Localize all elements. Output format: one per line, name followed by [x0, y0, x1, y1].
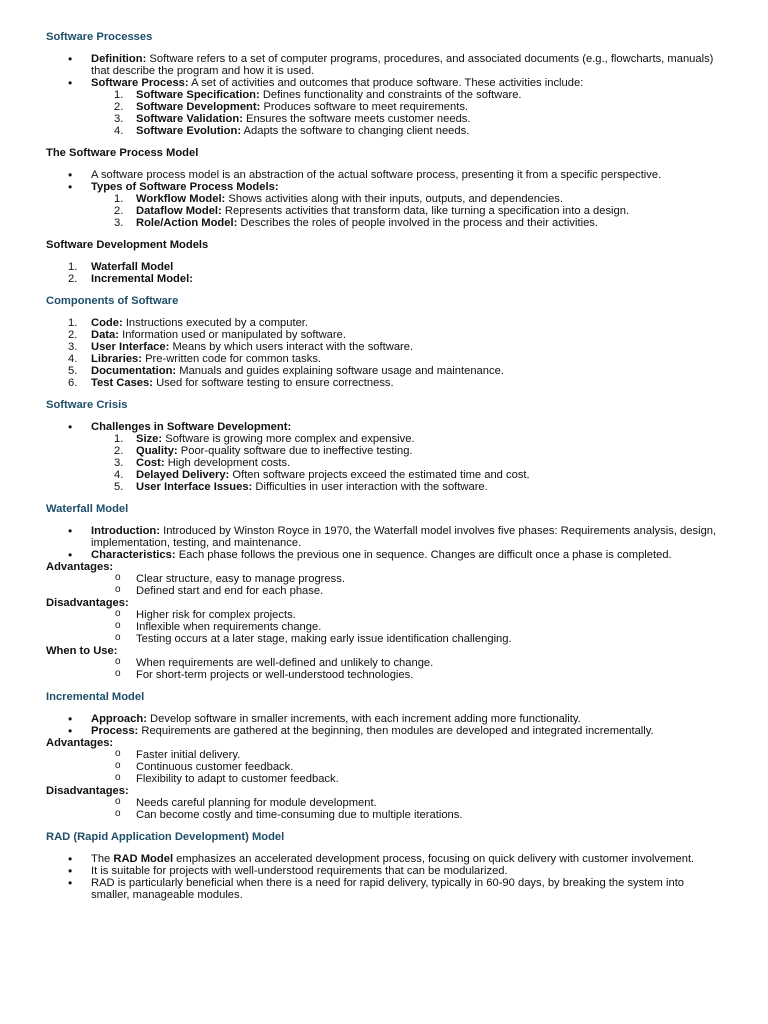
development-models-list	[46, 261, 722, 285]
list-item: • Software Process: A set of activities and outcomes that produce software. These activities include:	[46, 77, 722, 89]
heading-rad-model: RAD (Rapid Application Development) Model	[46, 831, 285, 843]
list-item: 4. Delayed Delivery: Often software projects exceed the estimated time and cost.	[114, 469, 530, 481]
list-item: 3. Role/Action Model: Describes the roles of people involved in the process and their activities.	[114, 217, 598, 229]
heading-waterfall-model: Waterfall Model	[46, 503, 129, 515]
list-item: 3. Software Validation: Ensures the software meets customer needs.	[114, 113, 471, 125]
heading-software-development-models: Software Development Models	[46, 239, 209, 251]
heading-incremental-model: Incremental Model	[46, 691, 145, 703]
components-list	[46, 317, 722, 389]
list-item: 2. Dataflow Model: Represents activities that transform data, like turning a specification into a design.	[114, 205, 630, 217]
list-item: 1. Workflow Model: Shows activities along with their inputs, outputs, and dependencies.	[114, 193, 563, 205]
list-item: o Continuous customer feedback.	[46, 761, 722, 773]
list-item: o Inflexible when requirements change.	[46, 621, 722, 633]
list-item: o Needs careful planning for module development.	[46, 797, 722, 809]
list-item: 1. Size: Software is growing more complex and expensive.	[114, 433, 415, 445]
list-item: 2. Software Development: Produces software to meet requirements.	[114, 101, 469, 113]
list-item: 2. Quality: Poor-quality software due to ineffective testing.	[114, 445, 413, 457]
challenges-list	[46, 433, 722, 493]
list-item: o When requirements are well-defined and unlikely to change.	[46, 657, 722, 669]
software-crisis-list	[46, 421, 722, 433]
waterfall-disadvantages-label: Disadvantages:	[46, 597, 129, 609]
list-item: 5. User Interface Issues: Difficulties in user interaction with the software.	[114, 481, 488, 493]
waterfall-advantages	[46, 573, 722, 597]
list-item: • Challenges in Software Development:	[46, 421, 722, 433]
list-item: 2. Data: Information used or manipulated by software.	[68, 329, 346, 341]
software-process-activities	[46, 89, 722, 137]
heading-software-processes: Software Processes	[46, 31, 153, 43]
process-model-list	[46, 169, 722, 193]
heading-software-crisis: Software Crisis	[46, 399, 128, 411]
waterfall-disadvantages	[46, 609, 722, 645]
list-item: • Approach: Develop software in smaller increments, with each increment adding more functionality.	[46, 713, 722, 725]
software-processes-list	[46, 53, 722, 89]
list-item: • RAD is particularly beneficial when there is a need for rapid delivery, typically in 60-90 days, by breaking the system into smaller, manageable modules.	[46, 877, 722, 901]
list-item: 1. Code: Instructions executed by a computer.	[68, 317, 309, 329]
list-item: 4. Libraries: Pre-written code for common tasks.	[68, 353, 322, 365]
list-item: • Characteristics: Each phase follows the previous one in sequence. Changes are difficult once a phase is completed.	[46, 549, 722, 561]
list-item: 2. Incremental Model:	[68, 273, 193, 285]
list-item: 1. Software Specification: Defines functionality and constraints of the software.	[114, 89, 522, 101]
list-item: 6. Test Cases: Used for software testing to ensure correctness.	[68, 377, 394, 389]
list-item: • Types of Software Process Models:	[46, 181, 722, 193]
list-item: o Can become costly and time-consuming due to multiple iterations.	[46, 809, 722, 821]
list-item: • A software process model is an abstraction of the actual software process, presenting it from a specific perspective.	[46, 169, 722, 181]
waterfall-advantages-label: Advantages:	[46, 561, 114, 573]
list-item: 3. Cost: High development costs.	[114, 457, 291, 469]
list-item: • Definition: Software refers to a set of computer programs, procedures, and associated documents (e.g., flowcharts, manuals) that describe the program and how it is used.	[46, 53, 722, 77]
waterfall-list	[46, 525, 722, 561]
heading-components-of-software: Components of Software	[46, 295, 179, 307]
incremental-advantages-label: Advantages:	[46, 737, 114, 749]
list-item: o Flexibility to adapt to customer feedback.	[46, 773, 722, 785]
list-item: o Higher risk for complex projects.	[46, 609, 722, 621]
incremental-disadvantages	[46, 797, 722, 821]
list-item: o Faster initial delivery.	[46, 749, 722, 761]
incremental-advantages	[46, 749, 722, 785]
list-item: o Defined start and end for each phase.	[46, 585, 722, 597]
list-item: 5. Documentation: Manuals and guides explaining software usage and maintenance.	[68, 365, 504, 377]
heading-software-process-model: The Software Process Model	[46, 147, 199, 159]
list-item: o For short-term projects or well-understood technologies.	[46, 669, 722, 681]
incremental-disadvantages-label: Disadvantages:	[46, 785, 129, 797]
list-item: o Testing occurs at a later stage, making early issue identification challenging.	[46, 633, 722, 645]
list-item: • Process: Requirements are gathered at the beginning, then modules are developed and integrated incrementally.	[46, 725, 722, 737]
rad-list	[46, 853, 722, 901]
list-item: 4. Software Evolution: Adapts the software to changing client needs.	[114, 125, 470, 137]
waterfall-when-label: When to Use:	[46, 645, 118, 657]
incremental-list	[46, 713, 722, 737]
process-model-types	[46, 193, 722, 229]
waterfall-when	[46, 657, 722, 681]
list-item: 3. User Interface: Means by which users interact with the software.	[68, 341, 414, 353]
list-item: • Introduction: Introduced by Winston Royce in 1970, the Waterfall model involves five phases: Requirements analysis, design, implementation, testing, and maintenance.	[46, 525, 722, 549]
list-item: 1. Waterfall Model	[68, 261, 174, 273]
list-item: • The RAD Model emphasizes an accelerated development process, focusing on quick delivery with customer involvement.	[46, 853, 722, 865]
list-item: o Clear structure, easy to manage progress.	[46, 573, 722, 585]
list-item: • It is suitable for projects with well-understood requirements that can be modularized.	[46, 865, 722, 877]
